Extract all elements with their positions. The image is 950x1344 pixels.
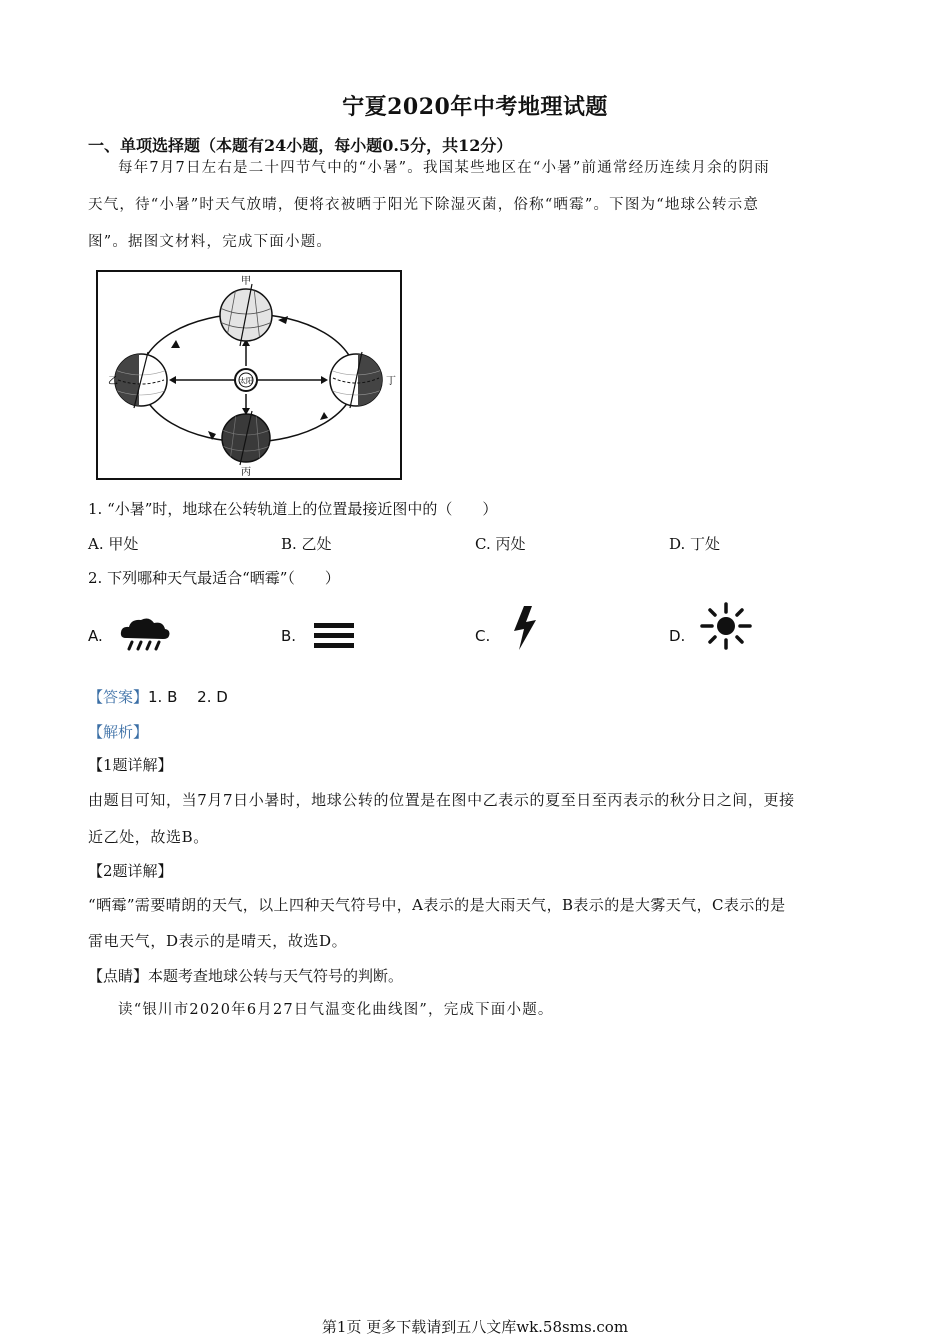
detail-2-label: 【2题详解】 <box>88 862 173 880</box>
intro-line-3: 图”。据图文材料，完成下面小题。 <box>88 234 333 250</box>
label-jia: 甲 <box>241 276 251 287</box>
sun <box>235 369 257 391</box>
page-footer: 第1页 更多下载请到五八文库wk.58sms.com <box>321 1318 629 1336</box>
analysis-label: 【解析】 <box>88 723 149 741</box>
sunny-icon <box>700 602 752 654</box>
section-heading: 一、单项选择题（本题有24小题，每小题0.5分，共12分） <box>88 136 513 155</box>
intro-line-2: 天气，待“小暑”时天气放晴，便将衣被晒于阳光下除湿灭菌，俗称“晒霉”。下图为“地球公转示意 <box>88 197 760 213</box>
question-1-stem: 1. “小暑”时，地球在公转轨道上的位置最接近图中的（ ） <box>88 500 498 518</box>
page-title: 宁夏2020年中考地理试题 <box>342 94 608 120</box>
q2-option-b[interactable]: B. <box>281 627 297 645</box>
detail-2-line-2: 雷电天气，D表示的是晴天，故选D。 <box>88 932 348 950</box>
sun-label: 太阳 <box>239 377 253 385</box>
heavy-rain-icon <box>118 616 172 658</box>
q2-option-d[interactable]: D. <box>669 627 686 645</box>
answer-text: 1. B 2. D <box>148 688 228 706</box>
detail-1-line-1: 由题目可知，当7月7日小暑时，地球公转的位置是在图中乙表示的夏至日至丙表示的秋分日之间，更接 <box>88 791 795 809</box>
earth-revolution-diagram <box>96 270 402 480</box>
label-ding: 丁 <box>386 376 396 387</box>
q1-option-d[interactable]: D. 丁处 <box>669 535 721 553</box>
label-yi: 乙 <box>108 376 118 387</box>
answer-line <box>88 686 228 707</box>
q1-option-a[interactable]: A. 甲处 <box>88 535 139 553</box>
detail-1-label: 【1题详解】 <box>88 756 173 774</box>
detail-1-line-2: 近乙处，故选B。 <box>88 828 209 846</box>
intro-line-1: 每年7月7日左右是二十四节气中的“小暑”。我国某些地区在“小暑”前通常经历连续月余的阴雨 <box>118 160 770 176</box>
q2-option-a[interactable]: A. <box>88 627 103 645</box>
q2-option-c[interactable]: C. <box>475 627 491 645</box>
detail-2-line-1: “晒霉”需要晴朗的天气，以上四种天气符号中，A表示的是大雨天气，B表示的是大雾天气，C表示的是 <box>88 896 786 914</box>
q1-option-c[interactable]: C. 丙处 <box>475 535 526 553</box>
q1-option-b[interactable]: B. 乙处 <box>281 535 332 553</box>
label-bing: 丙 <box>241 467 251 478</box>
fog-icon <box>313 621 355 655</box>
thunderstorm-icon <box>510 604 540 656</box>
question-2-stem: 2. 下列哪种天气最适合“晒霉”（ ） <box>88 569 340 587</box>
comment-line: 【点睛】本题考查地球公转与天气符号的判断。 <box>88 967 404 985</box>
answer-label: 【答案】 <box>88 688 149 706</box>
next-question-prompt: 读“银川市2020年6月27日气温变化曲线图”，完成下面小题。 <box>118 1002 554 1018</box>
